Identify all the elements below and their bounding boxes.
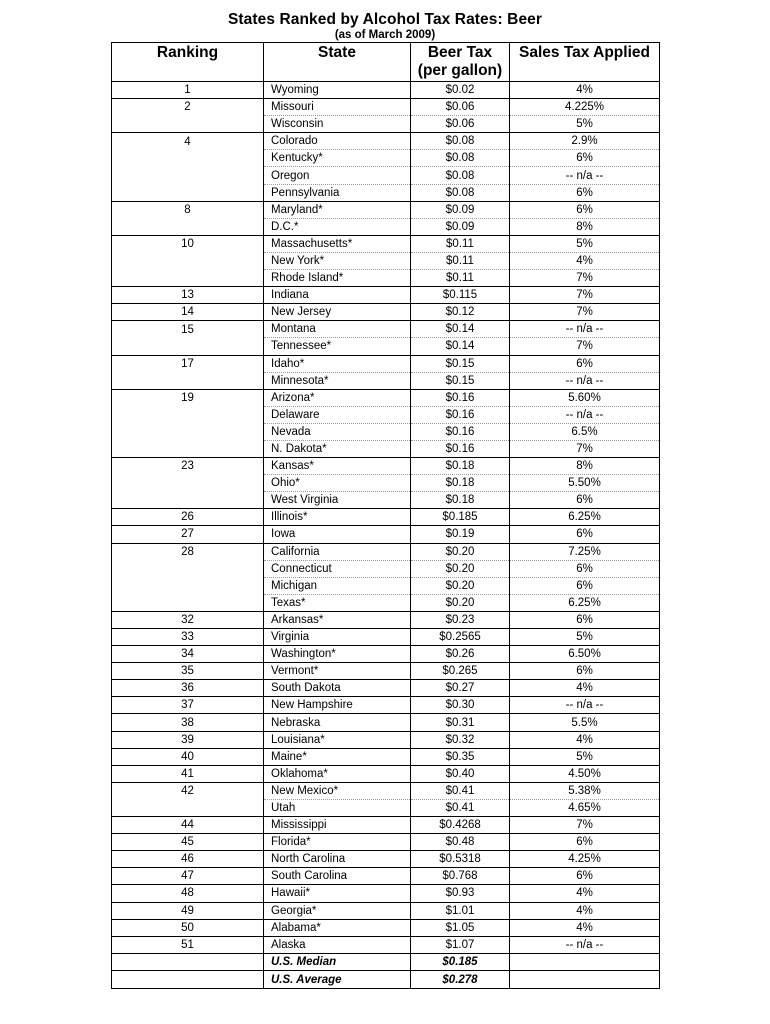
rank-cell: 10 [112, 235, 264, 252]
sales-tax-cell: 4% [510, 885, 660, 902]
sales-tax-cell: 6.5% [510, 423, 660, 440]
table-row [112, 799, 660, 816]
sales-tax-cell: 6% [510, 150, 660, 167]
beer-tax-cell: $1.01 [411, 902, 510, 919]
sales-tax-cell: 4.225% [510, 99, 660, 116]
rank-cell: 41 [112, 765, 264, 782]
table-header-row [112, 43, 660, 82]
sales-tax-cell: 4.65% [510, 799, 660, 816]
rank-cell: 39 [112, 731, 264, 748]
table-row [112, 458, 660, 475]
sales-tax-cell: 5.60% [510, 389, 660, 406]
table-row [112, 406, 660, 423]
beer-tax-cell: $0.08 [411, 184, 510, 201]
rank-cell: 51 [112, 936, 264, 953]
state-cell: Ohio* [264, 475, 411, 492]
summary-row [112, 971, 660, 989]
sales-tax-cell: 5.38% [510, 782, 660, 799]
rank-cell: 15 [112, 321, 264, 338]
state-cell: West Virginia [264, 492, 411, 509]
table-row [112, 321, 660, 338]
sales-tax-cell: -- n/a -- [510, 321, 660, 338]
sales-tax-cell: 4% [510, 902, 660, 919]
table-row [112, 423, 660, 440]
rank-cell: 38 [112, 714, 264, 731]
sales-tax-cell: 6% [510, 492, 660, 509]
document-title: States Ranked by Alcohol Tax Rates: Beer [227, 11, 543, 28]
rank-cell: 47 [112, 868, 264, 885]
sales-tax-cell: 6% [510, 201, 660, 218]
rank-cell: 36 [112, 680, 264, 697]
table-row [112, 885, 660, 902]
summary-value-cell: $0.185 [411, 953, 510, 971]
beer-tax-cell: $0.08 [411, 133, 510, 150]
state-cell: Connecticut [264, 560, 411, 577]
summary-value-cell: $0.278 [411, 971, 510, 989]
sales-tax-cell: 6% [510, 526, 660, 543]
rank-cell [112, 116, 264, 133]
sales-tax-cell: -- n/a -- [510, 167, 660, 184]
beer-tax-cell: $0.27 [411, 680, 510, 697]
table-row [112, 184, 660, 201]
table-row [112, 680, 660, 697]
beer-tax-cell: $0.11 [411, 270, 510, 287]
rank-cell [112, 372, 264, 389]
state-cell: Missouri [264, 99, 411, 116]
sales-tax-cell: 7% [510, 817, 660, 834]
sales-tax-cell: 5% [510, 235, 660, 252]
state-cell: Utah [264, 799, 411, 816]
rank-cell [112, 492, 264, 509]
sales-tax-cell: 4.50% [510, 765, 660, 782]
beer-tax-cell: $0.08 [411, 150, 510, 167]
rank-cell: 2 [112, 99, 264, 116]
sales-tax-cell: 7% [510, 338, 660, 355]
rank-cell: 27 [112, 526, 264, 543]
rank-cell [112, 799, 264, 816]
state-cell: New York* [264, 252, 411, 269]
table-row [112, 372, 660, 389]
column-header-ranking: Ranking [112, 43, 264, 82]
beer-tax-cell: $0.20 [411, 543, 510, 560]
state-cell: Alaska [264, 936, 411, 953]
beer-tax-cell: $0.41 [411, 782, 510, 799]
state-cell: Tennessee* [264, 338, 411, 355]
table-row [112, 82, 660, 99]
beer-tax-cell: $0.32 [411, 731, 510, 748]
state-cell: New Hampshire [264, 697, 411, 714]
beer-tax-header-line1: Beer Tax [427, 44, 493, 61]
rank-cell: 44 [112, 817, 264, 834]
state-cell: Texas* [264, 594, 411, 611]
table-row [112, 714, 660, 731]
sales-tax-cell: 6% [510, 611, 660, 628]
table-row [112, 697, 660, 714]
beer-tax-cell: $0.14 [411, 338, 510, 355]
beer-tax-cell: $0.09 [411, 218, 510, 235]
rank-cell: 13 [112, 287, 264, 304]
rank-cell: 1 [112, 82, 264, 99]
table-row [112, 560, 660, 577]
table-row [112, 475, 660, 492]
beer-tax-cell: $0.09 [411, 201, 510, 218]
summary-row [112, 953, 660, 971]
column-header-sales-tax: Sales Tax Applied [510, 43, 660, 82]
table-row [112, 252, 660, 269]
state-cell: Illinois* [264, 509, 411, 526]
beer-tax-cell: $0.35 [411, 748, 510, 765]
state-cell: Wisconsin [264, 116, 411, 133]
state-cell: Georgia* [264, 902, 411, 919]
sales-tax-cell: -- n/a -- [510, 406, 660, 423]
table-row [112, 817, 660, 834]
rank-cell [112, 594, 264, 611]
sales-tax-cell: 7% [510, 270, 660, 287]
beer-tax-cell: $0.06 [411, 116, 510, 133]
rank-cell: 48 [112, 885, 264, 902]
state-cell: South Carolina [264, 868, 411, 885]
beer-tax-cell: $0.02 [411, 82, 510, 99]
table-body [112, 82, 660, 989]
rank-cell: 28 [112, 543, 264, 560]
rank-cell [112, 338, 264, 355]
beer-tax-cell: $0.12 [411, 304, 510, 321]
state-cell: Oklahoma* [264, 765, 411, 782]
beer-tax-cell: $0.26 [411, 646, 510, 663]
rank-cell [112, 252, 264, 269]
state-cell: Delaware [264, 406, 411, 423]
beer-tax-cell: $1.07 [411, 936, 510, 953]
sales-tax-cell: 8% [510, 458, 660, 475]
state-cell: D.C.* [264, 218, 411, 235]
sales-tax-cell: 4% [510, 82, 660, 99]
rank-cell: 32 [112, 611, 264, 628]
rank-cell [112, 167, 264, 184]
rank-cell: 40 [112, 748, 264, 765]
sales-tax-cell: 7% [510, 304, 660, 321]
beer-tax-cell: $0.185 [411, 509, 510, 526]
table-row [112, 235, 660, 252]
state-cell: Maryland* [264, 201, 411, 218]
table-row [112, 99, 660, 116]
state-cell: Virginia [264, 629, 411, 646]
beer-tax-cell: $0.18 [411, 475, 510, 492]
sales-tax-cell: 2.9% [510, 133, 660, 150]
rank-cell [112, 560, 264, 577]
sales-tax-cell: 5% [510, 116, 660, 133]
sales-tax-cell: 6.25% [510, 594, 660, 611]
state-cell: Minnesota* [264, 372, 411, 389]
rank-cell: 8 [112, 201, 264, 218]
column-header-beer-tax [411, 43, 510, 82]
beer-tax-cell: $0.48 [411, 834, 510, 851]
rank-cell [112, 423, 264, 440]
state-cell: Hawaii* [264, 885, 411, 902]
beer-tax-cell: $0.31 [411, 714, 510, 731]
state-cell: Montana [264, 321, 411, 338]
table-row [112, 834, 660, 851]
table-row [112, 782, 660, 799]
table-row [112, 355, 660, 372]
rank-cell: 4 [112, 133, 264, 150]
rank-cell [112, 577, 264, 594]
state-cell: Washington* [264, 646, 411, 663]
table-row [112, 663, 660, 680]
table-row [112, 133, 660, 150]
rank-cell: 17 [112, 355, 264, 372]
beer-tax-cell: $0.18 [411, 492, 510, 509]
sales-tax-cell: -- n/a -- [510, 936, 660, 953]
beer-tax-table [111, 42, 660, 989]
sales-tax-cell: 4% [510, 731, 660, 748]
table-row [112, 731, 660, 748]
sales-tax-cell: 6.25% [510, 509, 660, 526]
beer-tax-cell: $0.265 [411, 663, 510, 680]
table-row [112, 748, 660, 765]
beer-tax-cell: $0.16 [411, 406, 510, 423]
rank-cell: 19 [112, 389, 264, 406]
table-row [112, 868, 660, 885]
sales-tax-cell: 7% [510, 287, 660, 304]
rank-cell [112, 440, 264, 457]
sales-tax-cell: 7.25% [510, 543, 660, 560]
rank-cell: 42 [112, 782, 264, 799]
table-row [112, 526, 660, 543]
table-row [112, 611, 660, 628]
summary-rank-cell [112, 971, 264, 989]
state-cell: Kentucky* [264, 150, 411, 167]
beer-tax-cell: $0.16 [411, 389, 510, 406]
beer-tax-cell: $0.30 [411, 697, 510, 714]
state-cell: Mississippi [264, 817, 411, 834]
state-cell: New Mexico* [264, 782, 411, 799]
state-cell: Alabama* [264, 919, 411, 936]
state-cell: Kansas* [264, 458, 411, 475]
state-cell: Iowa [264, 526, 411, 543]
state-cell: Pennsylvania [264, 184, 411, 201]
table-row [112, 577, 660, 594]
table-row [112, 543, 660, 560]
rank-cell: 49 [112, 902, 264, 919]
beer-tax-cell: $0.16 [411, 440, 510, 457]
state-cell: Nevada [264, 423, 411, 440]
rank-cell: 37 [112, 697, 264, 714]
beer-tax-cell: $0.16 [411, 423, 510, 440]
state-cell: South Dakota [264, 680, 411, 697]
sales-tax-cell: 5.5% [510, 714, 660, 731]
state-cell: Vermont* [264, 663, 411, 680]
sales-tax-cell: 5.50% [510, 475, 660, 492]
summary-sales-cell [510, 971, 660, 989]
table-row [112, 936, 660, 953]
state-cell: Maine* [264, 748, 411, 765]
state-cell: Indiana [264, 287, 411, 304]
sales-tax-cell: -- n/a -- [510, 697, 660, 714]
table-row [112, 270, 660, 287]
rank-cell: 26 [112, 509, 264, 526]
beer-tax-cell: $0.18 [411, 458, 510, 475]
table-row [112, 218, 660, 235]
state-cell: California [264, 543, 411, 560]
beer-tax-cell: $0.20 [411, 560, 510, 577]
beer-tax-cell: $0.41 [411, 799, 510, 816]
sales-tax-cell: 6% [510, 577, 660, 594]
rank-cell: 33 [112, 629, 264, 646]
state-cell: Massachusetts* [264, 235, 411, 252]
beer-tax-cell: $0.23 [411, 611, 510, 628]
sales-tax-cell: 8% [510, 218, 660, 235]
beer-tax-cell: $0.08 [411, 167, 510, 184]
document-subtitle: (as of March 2009) [334, 29, 436, 41]
table-row [112, 629, 660, 646]
column-header-state: State [264, 43, 411, 82]
beer-tax-cell: $0.40 [411, 765, 510, 782]
state-cell: Rhode Island* [264, 270, 411, 287]
rank-cell: 23 [112, 458, 264, 475]
state-cell: N. Dakota* [264, 440, 411, 457]
state-cell: Louisiana* [264, 731, 411, 748]
rank-cell [112, 150, 264, 167]
state-cell: Arizona* [264, 389, 411, 406]
sales-tax-cell: 6% [510, 560, 660, 577]
summary-label-cell: U.S. Average [264, 971, 411, 989]
rank-cell: 46 [112, 851, 264, 868]
state-cell: Oregon [264, 167, 411, 184]
beer-tax-cell: $0.115 [411, 287, 510, 304]
sales-tax-cell: 4% [510, 680, 660, 697]
table-row [112, 167, 660, 184]
sales-tax-cell: -- n/a -- [510, 372, 660, 389]
sales-tax-cell: 6% [510, 355, 660, 372]
sales-tax-cell: 7% [510, 440, 660, 457]
table-row [112, 150, 660, 167]
rank-cell [112, 270, 264, 287]
beer-tax-cell: $0.4268 [411, 817, 510, 834]
rank-cell: 34 [112, 646, 264, 663]
beer-tax-cell: $0.93 [411, 885, 510, 902]
sales-tax-cell: 6.50% [510, 646, 660, 663]
table-row [112, 509, 660, 526]
state-cell: New Jersey [264, 304, 411, 321]
sales-tax-cell: 4% [510, 252, 660, 269]
table-row [112, 440, 660, 457]
beer-tax-cell: $0.20 [411, 594, 510, 611]
state-cell: North Carolina [264, 851, 411, 868]
table-row [112, 201, 660, 218]
beer-tax-cell: $0.20 [411, 577, 510, 594]
table-row [112, 389, 660, 406]
sales-tax-cell: 6% [510, 184, 660, 201]
state-cell: Colorado [264, 133, 411, 150]
table-row [112, 646, 660, 663]
beer-tax-cell: $0.11 [411, 235, 510, 252]
sales-tax-cell: 6% [510, 834, 660, 851]
beer-tax-cell: $0.19 [411, 526, 510, 543]
beer-tax-cell: $0.06 [411, 99, 510, 116]
beer-tax-cell: $0.14 [411, 321, 510, 338]
beer-tax-cell: $1.05 [411, 919, 510, 936]
table-row [112, 304, 660, 321]
beer-tax-cell: $0.2565 [411, 629, 510, 646]
rank-cell: 45 [112, 834, 264, 851]
rank-cell [112, 218, 264, 235]
rank-cell [112, 475, 264, 492]
rank-cell: 50 [112, 919, 264, 936]
beer-tax-cell: $0.768 [411, 868, 510, 885]
rank-cell: 35 [112, 663, 264, 680]
beer-tax-cell: $0.15 [411, 355, 510, 372]
table-row [112, 338, 660, 355]
sales-tax-cell: 6% [510, 663, 660, 680]
sales-tax-cell: 6% [510, 868, 660, 885]
state-cell: Florida* [264, 834, 411, 851]
sales-tax-cell: 4.25% [510, 851, 660, 868]
beer-tax-cell: $0.15 [411, 372, 510, 389]
table-row [112, 116, 660, 133]
summary-label-cell: U.S. Median [264, 953, 411, 971]
table-row [112, 287, 660, 304]
state-cell: Wyoming [264, 82, 411, 99]
state-cell: Nebraska [264, 714, 411, 731]
beer-tax-cell: $0.5318 [411, 851, 510, 868]
rank-cell [112, 406, 264, 423]
sales-tax-cell: 5% [510, 629, 660, 646]
sales-tax-cell: 5% [510, 748, 660, 765]
state-cell: Michigan [264, 577, 411, 594]
beer-tax-header-line2: (per gallon) [417, 62, 503, 79]
state-cell: Arkansas* [264, 611, 411, 628]
summary-rank-cell [112, 953, 264, 971]
table-row [112, 594, 660, 611]
state-cell: Idaho* [264, 355, 411, 372]
table-row [112, 902, 660, 919]
table-row [112, 765, 660, 782]
summary-sales-cell [510, 953, 660, 971]
sales-tax-cell: 4% [510, 919, 660, 936]
table-row [112, 492, 660, 509]
rank-cell: 14 [112, 304, 264, 321]
rank-cell [112, 184, 264, 201]
table-row [112, 851, 660, 868]
table-row [112, 919, 660, 936]
beer-tax-cell: $0.11 [411, 252, 510, 269]
